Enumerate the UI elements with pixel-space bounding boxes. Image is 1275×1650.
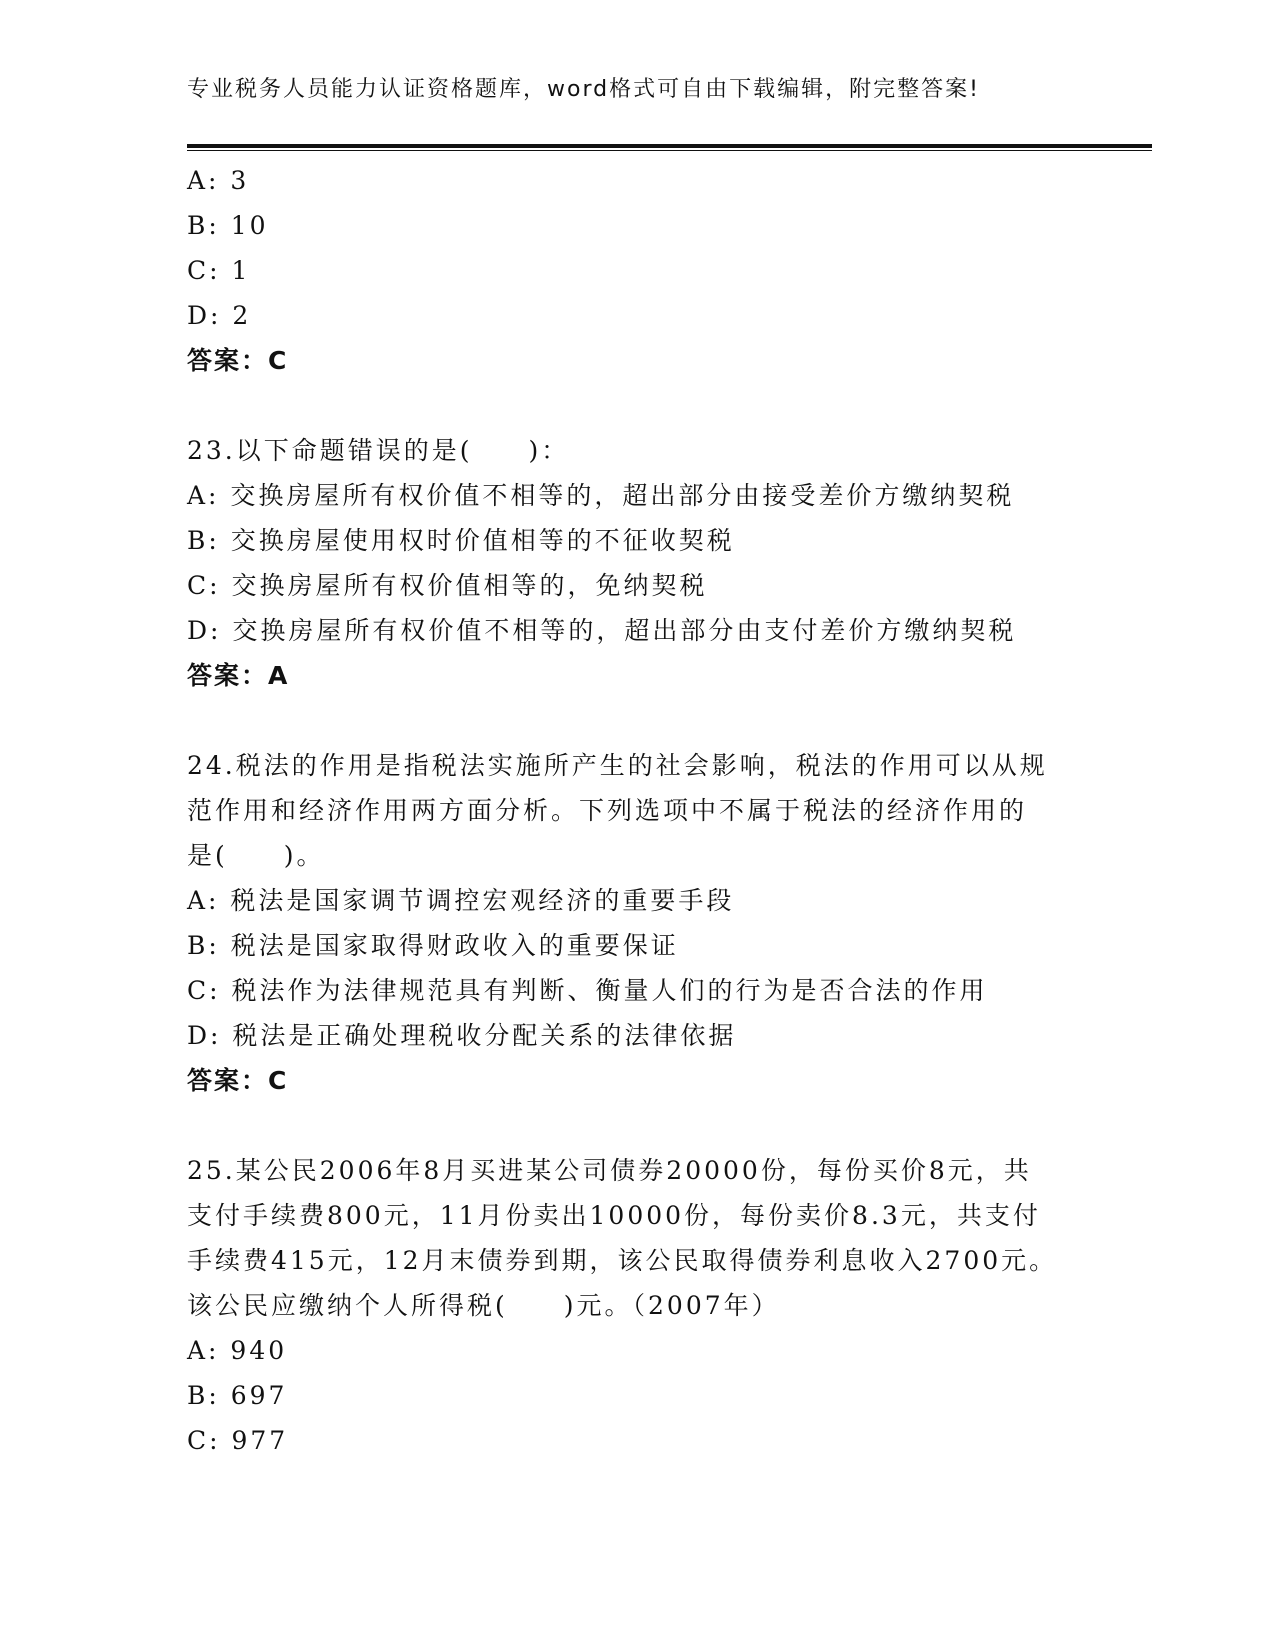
question-stem-line: 25.某公民2006年8月买进某公司债券20000份，每份买价8元，共	[187, 1156, 1032, 1185]
question-stem-line: 范作用和经济作用两方面分析。下列选项中不属于税法的经济作用的	[187, 796, 1028, 825]
option-a: A: 940	[187, 1336, 288, 1365]
option-b: B: 10	[187, 211, 269, 240]
question-stem: 23.以下命题错误的是( )：	[187, 436, 570, 465]
question-stem-line: 是( )。	[187, 841, 325, 870]
option-c: C: 税法作为法律规范具有判断、衡量人们的行为是否合法的作用	[187, 976, 988, 1005]
spacer	[187, 383, 1092, 428]
spacer	[187, 1103, 1092, 1148]
answer: 答案：A	[187, 661, 290, 690]
spacer	[187, 698, 1092, 743]
question-24	[187, 743, 1092, 1103]
option-c: C: 交换房屋所有权价值相等的，免纳契税	[187, 571, 708, 600]
header-rule	[187, 144, 1152, 148]
answer: 答案：C	[187, 1066, 289, 1095]
option-d: D: 税法是正确处理税收分配关系的法律依据	[187, 1021, 737, 1050]
option-a: A: 3	[187, 166, 250, 195]
question-stem-line: 支付手续费800元，11月份卖出10000份，每份卖价8.3元，共支付	[187, 1201, 1041, 1230]
question-stem-line: 24.税法的作用是指税法实施所产生的社会影响，税法的作用可以从规	[187, 751, 1048, 780]
question-22	[187, 158, 1092, 383]
option-c: C: 1	[187, 256, 251, 285]
header-rule-thin	[187, 150, 1152, 151]
question-stem-line: 该公民应缴纳个人所得税( )元。（2007年）	[187, 1291, 780, 1320]
option-d: D: 交换房屋所有权价值不相等的，超出部分由支付差价方缴纳契税	[187, 616, 1017, 645]
option-c: C: 977	[187, 1426, 289, 1455]
page-header: 专业税务人员能力认证资格题库，word格式可自由下载编辑，附完整答案!	[187, 77, 980, 102]
question-stem-line: 手续费415元，12月末债券到期，该公民取得债券利息收入2700元。	[187, 1246, 1058, 1275]
option-a: A: 交换房屋所有权价值不相等的，超出部分由接受差价方缴纳契税	[187, 481, 1015, 510]
option-b: B: 697	[187, 1381, 288, 1410]
option-b: B: 税法是国家取得财政收入的重要保证	[187, 931, 679, 960]
question-content	[187, 158, 1092, 1463]
option-d: D: 2	[187, 301, 252, 330]
option-a: A: 税法是国家调节调控宏观经济的重要手段	[187, 886, 735, 915]
option-b: B: 交换房屋使用权时价值相等的不征收契税	[187, 526, 735, 555]
question-23	[187, 428, 1092, 698]
question-25	[187, 1148, 1092, 1463]
answer: 答案：C	[187, 346, 289, 375]
